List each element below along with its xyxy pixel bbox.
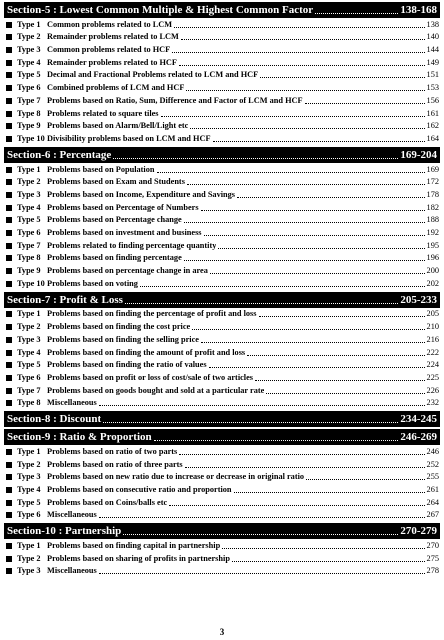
entry-type: Type 9 xyxy=(17,121,41,131)
entry-title: Problems based on Population xyxy=(47,164,155,174)
toc-entry[interactable] xyxy=(4,371,440,384)
toc-entry[interactable] xyxy=(4,94,440,107)
page-number: 3 xyxy=(219,627,225,637)
square-bullet-icon xyxy=(6,34,12,40)
entry-page: 164 xyxy=(426,133,439,143)
entry-page: 252 xyxy=(426,459,439,469)
dot-leader xyxy=(218,248,424,249)
entry-page: 222 xyxy=(426,347,439,357)
section-page-range: 234-245 xyxy=(400,413,437,426)
entry-page: 216 xyxy=(426,334,439,344)
square-bullet-icon xyxy=(6,350,12,356)
dot-leader xyxy=(204,235,425,236)
dot-leader xyxy=(234,492,425,493)
entry-page: 226 xyxy=(426,385,439,395)
toc-entry[interactable] xyxy=(4,397,440,410)
square-bullet-icon xyxy=(6,556,12,562)
square-bullet-icon xyxy=(6,123,12,129)
entry-title: Remainder problems related to LCM xyxy=(47,32,179,42)
toc-entry[interactable] xyxy=(4,81,440,94)
entry-type: Type 3 xyxy=(17,566,41,576)
entry-type: Type 2 xyxy=(17,322,41,332)
dot-leader xyxy=(140,286,425,287)
entry-type: Type 6 xyxy=(17,83,41,93)
entry-title: Problems based on ratio of two parts xyxy=(47,446,178,456)
entry-title: Problems based on finding percentage xyxy=(47,253,182,263)
section-header[interactable] xyxy=(4,292,440,308)
entry-title: Problems related to finding percentage quantity xyxy=(47,240,217,250)
entry-type: Type 8 xyxy=(17,253,41,263)
dot-leader xyxy=(154,440,399,441)
dot-leader xyxy=(247,355,424,356)
entry-page: 246 xyxy=(426,446,439,456)
entry-title: Problems based on sharing of profits in partnership xyxy=(47,553,230,563)
entry-type: Type 6 xyxy=(17,228,41,237)
entry-title: Problems related to square tiles xyxy=(47,108,159,118)
section-title: Section-6 : Percentage xyxy=(7,148,112,161)
entry-page: 151 xyxy=(426,70,439,80)
entry-page: 261 xyxy=(426,485,439,494)
dot-leader xyxy=(172,52,424,53)
square-bullet-icon xyxy=(6,60,12,66)
toc-entry[interactable] xyxy=(4,384,440,397)
square-bullet-icon xyxy=(6,205,12,211)
entry-page: 140 xyxy=(426,32,439,42)
square-bullet-icon xyxy=(6,167,12,173)
toc-section xyxy=(4,292,440,410)
entry-title: Problems based on finding the amount of profit and loss xyxy=(47,347,246,357)
entry-type: Type 6 xyxy=(17,510,41,520)
dot-leader xyxy=(213,141,425,142)
entry-page: 275 xyxy=(426,553,439,563)
entry-title: Decimal and Fractional Problems related to LCM and HCF xyxy=(47,70,259,80)
entry-page: 270 xyxy=(426,541,439,551)
toc-entry[interactable] xyxy=(4,132,440,145)
dot-leader xyxy=(266,393,424,394)
entry-type: Type 4 xyxy=(17,202,41,212)
dot-leader xyxy=(113,158,398,159)
section-title: Section-10 : Partnership xyxy=(7,525,122,538)
toc-entry[interactable] xyxy=(4,552,440,565)
square-bullet-icon xyxy=(6,324,12,330)
entry-page: 232 xyxy=(426,398,439,408)
toc-section xyxy=(4,523,440,577)
square-bullet-icon xyxy=(6,568,12,574)
entry-title: Miscellaneous xyxy=(47,566,97,576)
toc-entry[interactable] xyxy=(4,239,440,252)
dot-leader xyxy=(99,573,425,574)
square-bullet-icon xyxy=(6,255,12,261)
entry-type: Type 1 xyxy=(17,19,41,29)
entry-type: Type 4 xyxy=(17,347,41,357)
entry-page: 202 xyxy=(426,278,439,288)
toc-entry[interactable] xyxy=(4,31,440,44)
dot-leader xyxy=(209,367,425,368)
entry-type: Type 6 xyxy=(17,372,41,382)
entry-title: Problems based on consecutive ratio and proportion xyxy=(47,485,232,494)
dot-leader xyxy=(174,27,424,28)
entry-page: 169 xyxy=(426,164,439,174)
dot-leader xyxy=(190,128,424,129)
toc-entry[interactable] xyxy=(4,496,440,509)
entry-page: 178 xyxy=(426,189,439,199)
entry-title: Problems based on finding the percentage of profit and loss xyxy=(47,309,257,319)
toc-entry[interactable] xyxy=(4,43,440,56)
dot-leader xyxy=(185,467,425,468)
entry-title: Problems based on percentage change in area xyxy=(47,266,208,276)
entry-page: 225 xyxy=(426,372,439,382)
entry-title: Problems based on Percentage of Numbers xyxy=(47,202,199,212)
dot-leader xyxy=(179,454,424,455)
square-bullet-icon xyxy=(6,543,12,549)
toc-entry[interactable] xyxy=(4,333,440,346)
toc-entry[interactable] xyxy=(4,308,440,321)
toc-entry[interactable] xyxy=(4,346,440,359)
dot-leader xyxy=(157,172,425,173)
entry-type: Type 10 xyxy=(17,278,45,288)
entry-title: Common problems related to LCM xyxy=(47,19,173,29)
entry-title: Common problems related to HCF xyxy=(47,45,171,55)
square-bullet-icon xyxy=(6,230,12,236)
entry-type: Type 1 xyxy=(17,309,41,319)
square-bullet-icon xyxy=(6,400,12,406)
dot-leader xyxy=(255,380,425,381)
toc-entry[interactable] xyxy=(4,188,440,201)
section-title: Section-8 : Discount xyxy=(7,413,102,426)
dot-leader xyxy=(125,303,398,304)
square-bullet-icon xyxy=(6,72,12,78)
toc-entry[interactable] xyxy=(4,320,440,333)
entry-page: 267 xyxy=(426,510,439,520)
entry-title: Combined problems of LCM and HCF xyxy=(47,83,185,93)
dot-leader xyxy=(192,329,424,330)
dot-leader xyxy=(186,90,424,91)
entry-page: 172 xyxy=(426,177,439,187)
entry-page: 196 xyxy=(426,253,439,263)
section-page-range: 205-233 xyxy=(400,293,437,306)
section-header[interactable] xyxy=(4,523,440,539)
entry-type: Type 5 xyxy=(17,497,41,507)
section-title: Section-7 : Profit & Loss xyxy=(7,293,123,306)
entry-page: 161 xyxy=(426,108,439,118)
entry-title: Problems based on profit or loss of cost/sale of two articles xyxy=(47,372,254,382)
section-title: Section-5 : Lowest Common Multiple & Highest Common Factor xyxy=(7,4,314,16)
dot-leader xyxy=(210,273,425,274)
square-bullet-icon xyxy=(6,375,12,381)
entry-type: Type 3 xyxy=(17,189,41,199)
entry-title: Problems based on investment and business xyxy=(47,228,202,237)
square-bullet-icon xyxy=(6,311,12,317)
entry-title: Problems based on Ratio, Sum, Difference and Factor of LCM and HCF xyxy=(47,95,303,105)
entry-title: Problems based on goods bought and sold at a particular rate xyxy=(47,385,265,395)
dot-leader xyxy=(181,39,425,40)
toc-entry[interactable] xyxy=(4,359,440,372)
square-bullet-icon xyxy=(6,243,12,249)
entry-page: 153 xyxy=(426,83,439,93)
dot-leader xyxy=(169,505,424,506)
square-bullet-icon xyxy=(6,388,12,394)
toc-section xyxy=(4,147,440,290)
entry-page: 149 xyxy=(426,57,439,67)
square-bullet-icon xyxy=(6,512,12,518)
section-header[interactable] xyxy=(4,429,440,445)
square-bullet-icon xyxy=(6,111,12,117)
entry-type: Type 8 xyxy=(17,398,41,408)
dot-leader xyxy=(99,517,425,518)
entry-type: Type 8 xyxy=(17,108,41,118)
dot-leader xyxy=(315,13,398,14)
dot-leader xyxy=(161,116,425,117)
entry-type: Type 7 xyxy=(17,240,41,250)
entry-type: Type 5 xyxy=(17,360,41,370)
entry-type: Type 10 xyxy=(17,133,45,143)
square-bullet-icon xyxy=(6,474,12,480)
entry-type: Type 2 xyxy=(17,553,41,563)
entry-type: Type 1 xyxy=(17,446,41,456)
toc-entry[interactable] xyxy=(4,539,440,552)
entry-page: 156 xyxy=(426,95,439,105)
square-bullet-icon xyxy=(6,362,12,368)
toc-entry[interactable] xyxy=(4,163,440,176)
section-page-range: 270-279 xyxy=(400,525,437,538)
square-bullet-icon xyxy=(6,98,12,104)
entry-type: Type 4 xyxy=(17,57,41,67)
square-bullet-icon xyxy=(6,449,12,455)
entry-page: 138 xyxy=(426,19,439,29)
square-bullet-icon xyxy=(6,500,12,506)
dot-leader xyxy=(306,479,425,480)
toc-entry[interactable] xyxy=(4,107,440,120)
toc-section xyxy=(4,2,440,145)
toc-entry[interactable] xyxy=(4,120,440,133)
dot-leader xyxy=(201,342,425,343)
toc-entry[interactable] xyxy=(4,277,440,290)
entry-type: Type 3 xyxy=(17,472,41,482)
entry-page: 162 xyxy=(426,121,439,131)
entry-type: Type 5 xyxy=(17,215,41,225)
square-bullet-icon xyxy=(6,281,12,287)
entry-type: Type 2 xyxy=(17,32,41,42)
toc-entry[interactable] xyxy=(4,458,440,471)
dot-leader xyxy=(259,316,425,317)
entry-title: Divisibility problems based on LCM and HCF xyxy=(47,133,211,143)
dot-leader xyxy=(222,548,424,549)
entry-type: Type 1 xyxy=(17,541,41,551)
square-bullet-icon xyxy=(6,487,12,493)
entry-title: Problems based on Coins/balls etc xyxy=(47,497,168,507)
entry-title: Problems based on finding the cost price xyxy=(47,322,191,332)
dot-leader xyxy=(99,405,425,406)
toc-section xyxy=(4,411,440,427)
entry-title: Problems based on finding the ratio of values xyxy=(47,360,207,370)
entry-page: 224 xyxy=(426,360,439,370)
entry-title: Problems based on finding the selling price xyxy=(47,334,199,344)
dot-leader xyxy=(103,422,398,423)
entry-title: Problems based on Exam and Students xyxy=(47,177,185,187)
square-bullet-icon xyxy=(6,462,12,468)
entry-title: Problems based on Alarm/Bell/Light etc xyxy=(47,121,189,131)
dot-leader xyxy=(187,184,425,185)
toc-entry[interactable] xyxy=(4,264,440,277)
entry-type: Type 7 xyxy=(17,385,41,395)
toc-entry[interactable] xyxy=(4,56,440,69)
section-header[interactable] xyxy=(4,411,440,427)
entry-type: Type 2 xyxy=(17,177,41,187)
dot-leader xyxy=(123,534,398,535)
entry-type: Type 9 xyxy=(17,266,41,276)
entry-page: 255 xyxy=(426,472,439,482)
section-page-range: 138-168 xyxy=(400,4,437,16)
entry-title: Problems based on ratio of three parts xyxy=(47,459,183,469)
dot-leader xyxy=(232,561,425,562)
section-title: Section-9 : Ratio & Proportion xyxy=(7,431,152,444)
dot-leader xyxy=(179,65,425,66)
entry-type: Type 7 xyxy=(17,95,41,105)
dot-leader xyxy=(305,103,425,104)
dot-leader xyxy=(237,197,425,198)
section-header[interactable] xyxy=(4,147,440,163)
square-bullet-icon xyxy=(6,47,12,53)
entry-title: Problems based on finding capital in partnership xyxy=(47,541,221,551)
toc-entry[interactable] xyxy=(4,201,440,214)
dot-leader xyxy=(201,210,425,211)
toc-entry[interactable] xyxy=(4,226,440,239)
entry-page: 200 xyxy=(426,266,439,276)
toc-entry[interactable] xyxy=(4,509,440,522)
square-bullet-icon xyxy=(6,22,12,28)
toc-entry[interactable] xyxy=(4,214,440,227)
toc-entry[interactable] xyxy=(4,69,440,82)
dot-leader xyxy=(260,77,424,78)
entry-title: Problems based on new ratio due to increase or decrease in original ratio xyxy=(47,472,305,482)
entry-type: Type 4 xyxy=(17,485,41,494)
section-page-range: 169-204 xyxy=(400,148,437,161)
dot-leader xyxy=(184,260,425,261)
entry-page: 278 xyxy=(426,566,439,576)
entry-page: 192 xyxy=(426,228,439,237)
square-bullet-icon xyxy=(6,337,12,343)
toc-entry[interactable] xyxy=(4,471,440,484)
entry-page: 182 xyxy=(426,202,439,212)
toc-entry[interactable] xyxy=(4,445,440,458)
entry-page: 210 xyxy=(426,322,439,332)
toc-entry[interactable] xyxy=(4,18,440,31)
entry-title: Miscellaneous xyxy=(47,398,97,408)
entry-title: Problems based on Income, Expenditure and Savings xyxy=(47,189,236,199)
entry-page: 205 xyxy=(426,309,439,319)
toc-entry[interactable] xyxy=(4,565,440,578)
square-bullet-icon xyxy=(6,217,12,223)
toc-entry[interactable] xyxy=(4,483,440,496)
square-bullet-icon xyxy=(6,136,12,142)
section-page-range: 246-269 xyxy=(400,431,437,444)
square-bullet-icon xyxy=(6,268,12,274)
entry-title: Remainder problems related to HCF xyxy=(47,57,177,67)
entry-page: 144 xyxy=(426,45,439,55)
square-bullet-icon xyxy=(6,192,12,198)
dot-leader xyxy=(184,222,425,223)
section-header[interactable] xyxy=(4,2,440,18)
toc-entry[interactable] xyxy=(4,176,440,189)
toc-entry[interactable] xyxy=(4,252,440,265)
entry-title: Problems based on Percentage change xyxy=(47,215,182,225)
entry-page: 188 xyxy=(426,215,439,225)
entry-page: 264 xyxy=(426,497,439,507)
toc-section xyxy=(4,429,440,521)
entry-type: Type 3 xyxy=(17,45,41,55)
square-bullet-icon xyxy=(6,85,12,91)
square-bullet-icon xyxy=(6,179,12,185)
entry-page: 195 xyxy=(426,240,439,250)
entry-type: Type 1 xyxy=(17,164,41,174)
entry-type: Type 3 xyxy=(17,334,41,344)
entry-type: Type 5 xyxy=(17,70,41,80)
entry-title: Miscellaneous xyxy=(47,510,97,520)
entry-title: Problems based on voting xyxy=(47,278,138,288)
entry-type: Type 2 xyxy=(17,459,41,469)
